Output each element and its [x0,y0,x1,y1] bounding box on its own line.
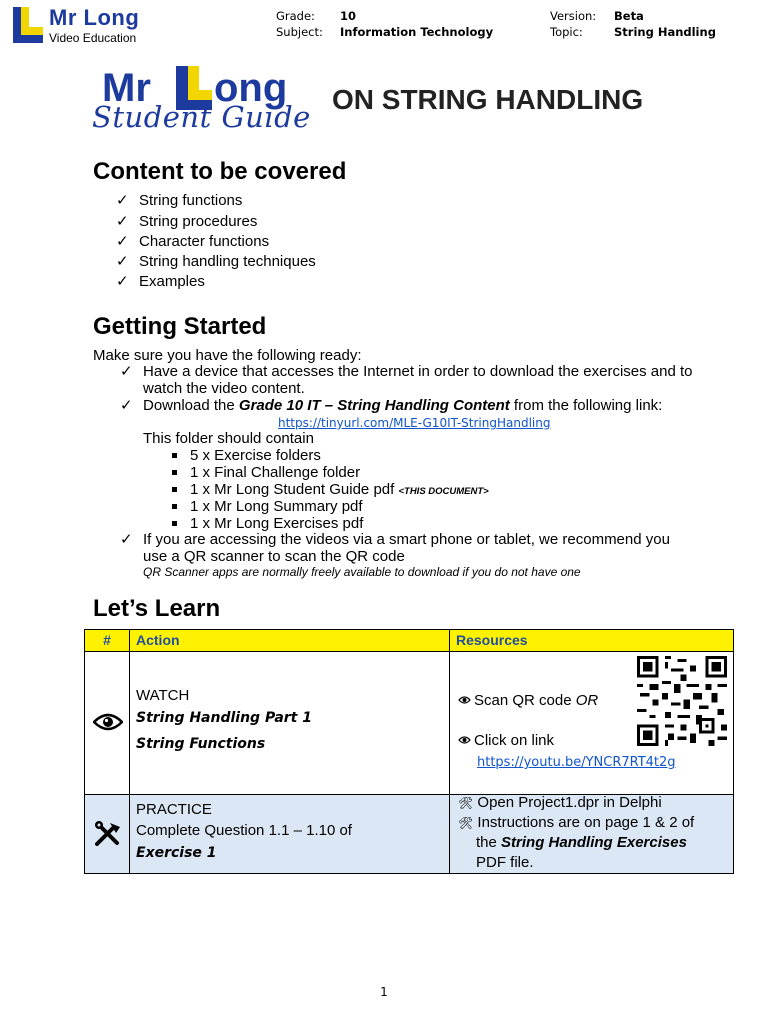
brand-name: Mr Long [49,5,140,30]
content-pack-name: Grade 10 IT – String Handling Content [238,397,510,414]
watch-action-cell [129,651,450,795]
tools-icon: 🛠 [458,816,474,830]
table-header-cell: Resources [449,629,734,652]
watch-label: WATCH [136,687,190,704]
eye-icon [458,735,471,745]
table-header-cell: # [84,629,130,652]
scan-qr-text: Scan QR code OR [458,692,598,709]
lets-learn-heading: Let’s Learn [93,595,221,622]
content-heading: Content to be covered [93,158,347,185]
version-value: Beta [614,9,644,23]
content-item-label: String functions [139,192,243,209]
version-label: Version: [550,9,597,23]
check-icon: ✓ [120,531,133,548]
table-header-cell: Action [129,629,450,652]
requirement-text-cont: watch the video content. [143,380,305,397]
video-subtitle: String Functions [136,736,266,752]
folder-item: 5 x Exercise folders [190,447,321,464]
bullet-icon [172,470,177,475]
practice-resource: 🛠 Instructions are on page 1 & 2 of [458,814,695,831]
requirement-text-cont: use a QR scanner to scan the QR code [143,548,405,565]
topic-label: Topic: [550,25,583,39]
qr-code-icon[interactable] [637,656,727,746]
requirement-text: Have a device that accesses the Internet in order to download the exercises and to [143,363,693,380]
grade-value: 10 [340,9,357,23]
lets-learn-table [84,629,734,874]
content-item-label: Examples [139,273,205,290]
youtube-link[interactable]: https://youtu.be/YNCR7RT4t2g [477,755,676,770]
logo-mark-icon [13,7,43,43]
student-guide-logo [92,64,317,136]
getting-started-heading: Getting Started [93,313,267,340]
practice-resource-cont: the String Handling Exercises [476,834,687,851]
this-document-tag: <THIS DOCUMENT> [398,486,489,497]
requirement-text: If you are accessing the videos via a smart phone or tablet, we recommend you [143,531,670,548]
qr-note: QR Scanner apps are normally freely available to download if you do not have one [143,565,581,579]
practice-resources-cell [449,794,734,874]
logo-mr-text: Mr [102,66,151,110]
folder-item: 1 x Mr Long Exercises pdf [190,515,364,532]
bullet-icon [172,487,177,492]
video-title: String Handling Part 1 [136,710,312,726]
check-icon: ✓ [116,253,129,270]
content-item-label: String procedures [139,213,258,230]
tools-icon: 🛠 [458,796,474,810]
logo-ong-text: ong [214,66,288,110]
tools-icon [94,821,122,847]
table-row-icon-cell [84,651,130,795]
practice-resource-cont: PDF file. [476,854,534,871]
grade-label: Grade: [276,9,315,23]
eye-icon [93,712,123,732]
practice-resource: 🛠 Open Project1.dpr in Delphi [458,794,662,811]
check-icon: ✓ [116,213,129,230]
content-item-label: String handling techniques [139,253,316,270]
bullet-icon [172,504,177,509]
document-title: ON STRING HANDLING [332,84,644,115]
check-icon: ✓ [120,363,133,380]
download-text: Download the Grade 10 IT – String Handling Content from the following link: [143,397,663,414]
check-icon: ✓ [116,192,129,209]
practice-instruction: Complete Question 1.1 – 1.10 of [136,822,352,839]
click-link-text: Click on link [458,732,554,749]
table-row-icon-cell [84,794,130,874]
check-icon: ✓ [116,273,129,290]
exercise-name: Exercise 1 [136,845,217,861]
subject-value: Information Technology [340,25,494,39]
folder-item: 1 x Mr Long Student Guide pdf <THIS DOCUMENT> [190,481,489,498]
getting-started-intro: Make sure you have the following ready: [93,347,362,364]
brand-subtitle: Video Education [49,31,137,45]
practice-action-cell [129,794,450,874]
bullet-icon [172,453,177,458]
bullet-icon [172,521,177,526]
folder-intro: This folder should contain [143,430,314,447]
subject-label: Subject: [276,25,323,39]
download-link[interactable]: https://tinyurl.com/MLE-G10IT-StringHandling [278,416,551,430]
brand-logo [13,7,163,45]
check-icon: ✓ [116,233,129,250]
logo-student-guide-text: Student Guide [92,100,311,134]
topic-value: String Handling [614,25,716,39]
page-number: 1 [380,985,388,999]
content-item-label: Character functions [139,233,270,250]
check-icon: ✓ [120,397,133,414]
folder-item: 1 x Mr Long Summary pdf [190,498,363,515]
practice-label: PRACTICE [136,801,212,818]
folder-item: 1 x Final Challenge folder [190,464,361,481]
eye-icon [458,695,471,705]
